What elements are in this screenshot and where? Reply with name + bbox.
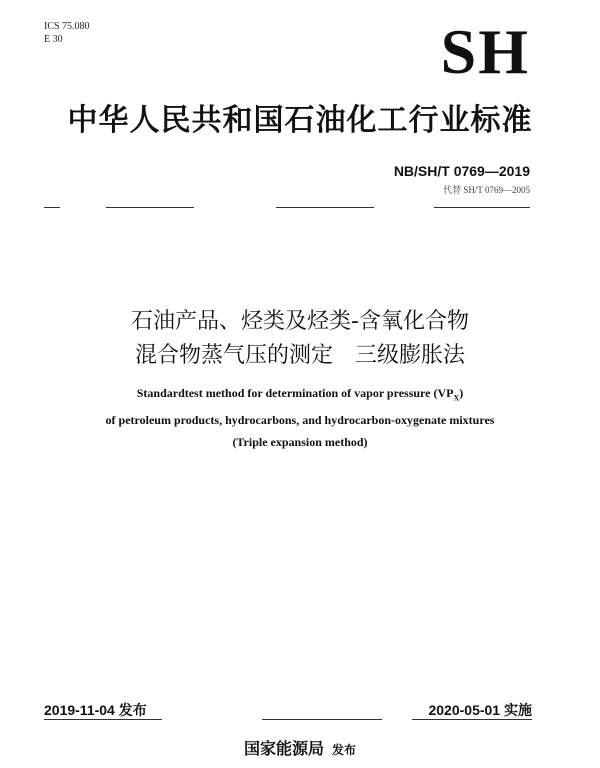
- classification-code: E 30: [44, 34, 63, 45]
- ics-code: ICS 75.080: [44, 21, 90, 32]
- english-title-line3: (Triple expansion method): [232, 435, 368, 450]
- divider-segment: [44, 207, 60, 208]
- issue-date-underline: [44, 719, 162, 720]
- center-divider: [262, 719, 382, 720]
- english-title-line2: of petroleum products, hydrocarbons, and hydrocarbon-oxygenate mixtures: [105, 413, 495, 428]
- publisher: [0, 736, 600, 759]
- issue-date: 2019-11-04 发布: [44, 702, 147, 718]
- english-title-line1-text: Standardtest method for determination of vapor pressure (VP: [136, 386, 454, 400]
- divider-segment: [106, 207, 194, 208]
- vp-subscript: X: [453, 393, 460, 403]
- publisher-name: 国家能源局: [243, 739, 324, 758]
- english-title-line1-close: ): [459, 386, 464, 400]
- divider-segment: [434, 207, 530, 208]
- publisher-suffix: 发布: [332, 743, 357, 757]
- effective-date-underline: [412, 719, 532, 720]
- sh-logo: SH: [440, 16, 530, 87]
- chinese-title-line2: 混合物蒸气压的测定 三级膨胀法: [134, 343, 465, 368]
- english-title: [30, 382, 570, 453]
- divider-segment: [276, 207, 374, 208]
- effective-date: 2020-05-01 实施: [428, 702, 532, 718]
- ics-block: [44, 20, 90, 46]
- english-title-line1: [30, 382, 570, 409]
- chinese-title: [0, 305, 600, 373]
- chinese-title-line1: 石油产品、烃类及烃类-含氧化合物: [131, 309, 469, 334]
- standard-number: NB/SH/T 0769—2019: [393, 163, 530, 179]
- replaces-note: 代替 SH/T 0769—2005: [443, 185, 530, 195]
- standard-title: 中华人民共和国石油化工行业标准: [67, 103, 533, 138]
